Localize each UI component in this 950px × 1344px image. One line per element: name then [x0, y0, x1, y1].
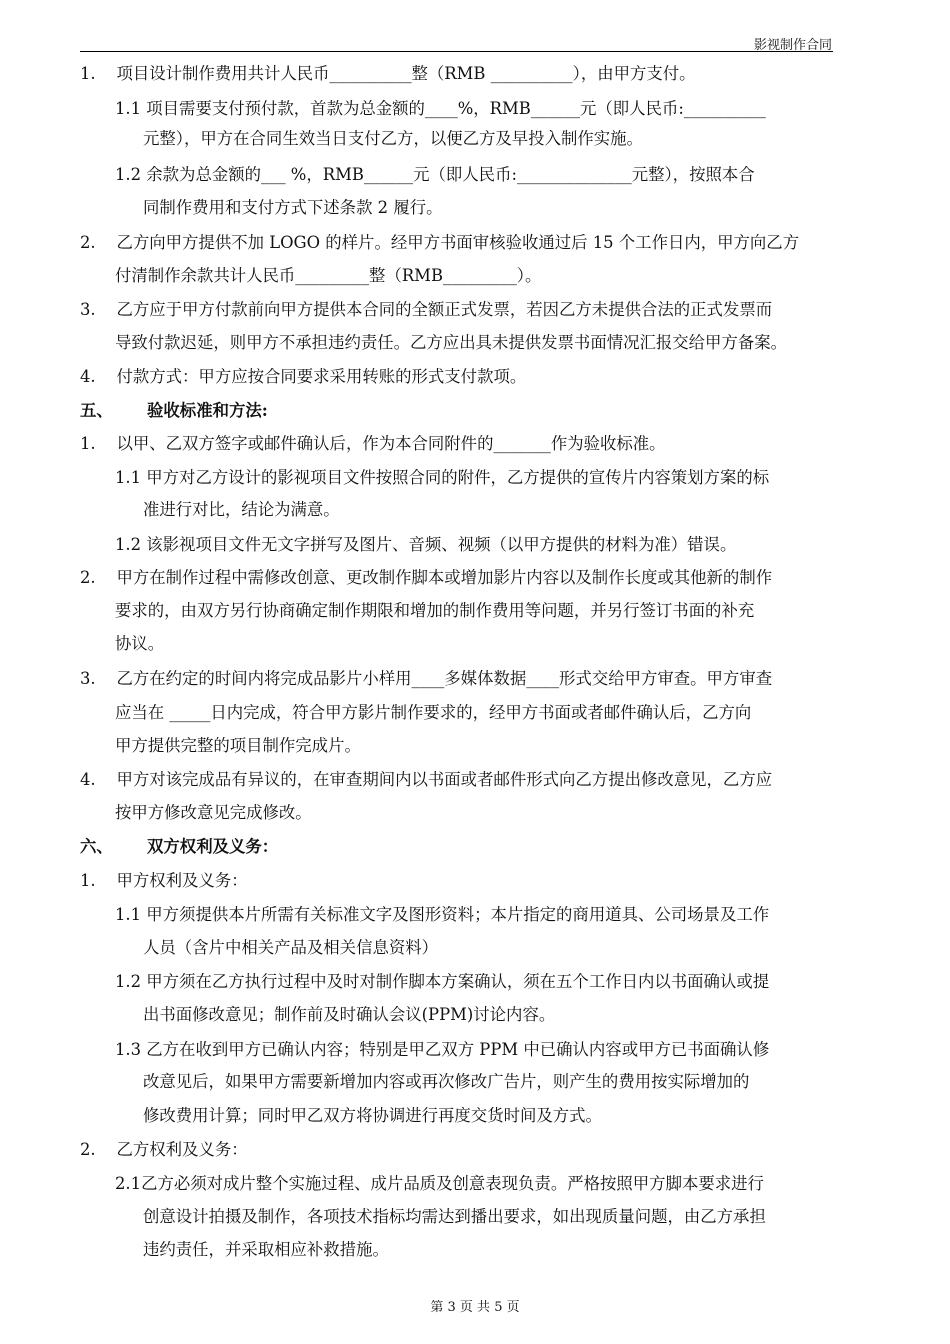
accept-4: 4. 甲方对该完成品有异议的，在审查期间内以书面或者邮件形式向乙方提出修改意见，乙方应 — [80, 770, 773, 789]
para-1: 1. 项目设计制作费用共计人民币__________整（RMB __________），由甲方支付。 — [80, 64, 696, 83]
rights-1-1-cont: 人员（含片中相关产品及相关信息资料） — [143, 938, 439, 957]
section-6-heading: 六、 双方权利及义务： — [80, 837, 279, 856]
accept-1-1: 1.1 甲方对乙方设计的影视项目文件按照合同的附件，乙方提供的宣传片内容策划方案的标 — [115, 468, 770, 487]
rights-1-3-cont2: 修改费用计算；同时甲乙双方将协调进行再度交货时间及方式。 — [143, 1106, 602, 1125]
para-3-cont: 导致付款迟延，则甲方不承担违约责任。乙方应出具未提供发票书面情况汇报交给甲方备案。 — [115, 333, 788, 352]
accept-1-2: 1.2 该影视项目文件无文字拼写及图片、音频、视频（以甲方提供的材料为准）错误。 — [115, 535, 737, 554]
accept-3-cont: 应当在 _____日内完成，符合甲方影片制作要求的，经甲方书面或者邮件确认后，乙方向 — [115, 703, 752, 722]
rights-1-3-cont: 改意见后，如果甲方需要新增加内容或再次修改广告片，则产生的费用按实际增加的 — [143, 1072, 750, 1091]
rights-2-1-cont2: 违约责任，并采取相应补救措施。 — [143, 1240, 389, 1259]
para-1-2: 1.2 余款为总金额的___ %，RMB______元（即人民币:______________元整），按照本合 — [115, 165, 755, 184]
header-title: 影视制作合同 — [753, 38, 832, 53]
page-number: 第 3 页 共 5 页 — [430, 1300, 520, 1315]
section-5-heading: 五、 验收标准和方法: — [80, 401, 268, 420]
accept-1-1-cont: 准进行对比，结论为满意。 — [143, 500, 340, 519]
rights-1: 1. 甲方权利及义务： — [80, 871, 248, 890]
para-2-cont: 付清制作余款共计人民币_________整（RMB_________）。 — [115, 266, 542, 285]
accept-2: 2. 甲方在制作过程中需修改创意、更改制作脚本或增加影片内容以及制作长度或其他新的制作 — [80, 568, 773, 587]
accept-4-cont: 按甲方修改意见完成修改。 — [115, 803, 312, 822]
rights-1-2-cont: 出书面修改意见；制作前及时确认会议(PPM)讨论内容。 — [143, 1005, 556, 1024]
rights-1-3: 1.3 乙方在收到甲方已确认内容；特别是甲乙双方 PPM 中已确认内容或甲方已书面确认修 — [115, 1040, 770, 1059]
para-3: 3. 乙方应于甲方付款前向甲方提供本合同的全额正式发票，若因乙方未提供合法的正式发票而 — [80, 300, 773, 319]
para-4: 4. 付款方式：甲方应按合同要求采用转账的形式支付款项。 — [80, 367, 527, 386]
rights-1-2: 1.2 甲方须在乙方执行过程中及时对制作脚本方案确认，须在五个工作日内以书面确认或提 — [115, 972, 770, 991]
para-1-2-cont: 同制作费用和支付方式下述条款 2 履行。 — [143, 198, 443, 217]
para-1-1-cont: 元整），甲方在合同生效当日支付乙方，以便乙方及早投入制作实施。 — [143, 129, 643, 148]
para-1-1: 1.1 项目需要支付预付款，首款为总金额的____%，RMB______元（即人民币:__________ — [115, 99, 766, 118]
para-2: 2. 乙方向甲方提供不加 LOGO 的样片。经甲方书面审核验收通过后 15 个工作日内，甲方向乙方 — [80, 233, 800, 252]
header-rule — [80, 51, 833, 52]
accept-3: 3. 乙方在约定的时间内将完成品影片小样用____多媒体数据____形式交给甲方审查。甲方审查 — [80, 669, 773, 688]
rights-2-1: 2.1乙方必须对成片整个实施过程、成片品质及创意表现负责。严格按照甲方脚本要求进行 — [115, 1174, 764, 1193]
accept-2-cont: 要求的，由双方另行协商确定制作期限和增加的制作费用等问题，并另行签订书面的补充 — [115, 601, 755, 620]
rights-2-1-cont: 创意设计拍摄及制作，各项技术指标均需达到播出要求，如出现质量问题，由乙方承担 — [143, 1207, 766, 1226]
rights-1-1: 1.1 甲方须提供本片所需有关标准文字及图形资料；本片指定的商用道具、公司场景及工作 — [115, 905, 770, 924]
accept-1: 1. 以甲、乙双方签字或邮件确认后，作为本合同附件的_______作为验收标准。 — [80, 434, 666, 453]
rights-2: 2. 乙方权利及义务： — [80, 1140, 248, 1159]
accept-3-cont2: 甲方提供完整的项目制作完成片。 — [115, 736, 361, 755]
accept-2-cont2: 协议。 — [115, 634, 165, 653]
